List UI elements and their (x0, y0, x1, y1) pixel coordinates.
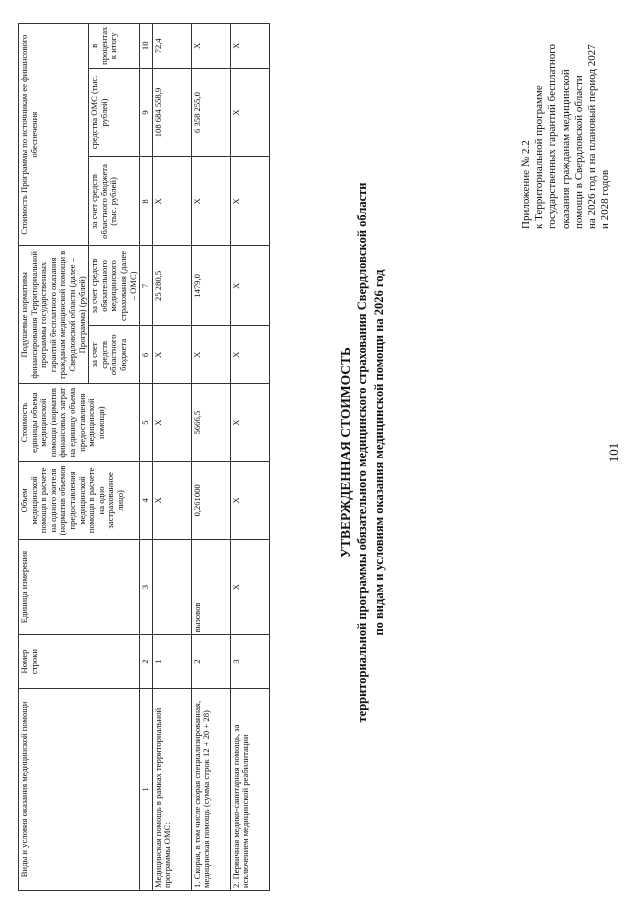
column-number: 7 (140, 246, 153, 326)
title-line-3: по видам и условиям оказания медицинской помощи на 2026 год (372, 269, 386, 636)
header-program-cost: Стоимость Программы по источникам ее финансового обеспечения (19, 24, 89, 246)
header-volume: Объем медицинской помощи в расчете на одного жителя (норматив объемов предоставления медицинской помощи в расчете на одно застрахованное лицо) (19, 462, 140, 540)
appendix-line: государственных гарантий бесплатного (546, 43, 559, 229)
appendix-line: оказания гражданам медицинской (559, 69, 572, 229)
header-cost-budget: за счет средств областного бюджета (тыс. рублей) (89, 157, 140, 246)
header-per-capita-oms: за счет средств обязательного медицинского страхования (далее – ОМС) (89, 246, 140, 326)
row-volume: X (230, 462, 269, 540)
row-percent: X (230, 24, 269, 69)
row-cost-oms: 6 358 255,0 (191, 68, 230, 157)
row-unit-cost: 5666,5 (191, 384, 230, 462)
row-cost-budget: X (152, 157, 191, 246)
row-per-capita-oms: 1479,0 (191, 246, 230, 326)
row-name: Медицинская помощь в рамках территориальной программы ОМС: (152, 688, 191, 890)
title-line-2: территориальной программы обязательного медицинского страхования Свердловской области (355, 182, 369, 723)
row-number: 3 (230, 635, 269, 688)
row-unit: X (230, 539, 269, 635)
appendix-line: на 2026 год и на плановый период 2027 (586, 44, 599, 229)
header-percent: в процентах к итогу (89, 24, 140, 69)
header-kind: Виды и условия оказания медицинской помощи (19, 688, 140, 890)
appendix-block (520, 19, 612, 229)
header-per-capita-budget: за счет средств областного бюджета (89, 326, 140, 384)
row-per-capita-budget: X (191, 326, 230, 384)
table-row (230, 24, 269, 891)
row-number: 2 (191, 635, 230, 688)
document-title (337, 0, 388, 905)
header-row-number: Номер строки (19, 635, 140, 688)
row-name: 2. Первичная медико-санитарная помощь, за исключением медицинской реабилитации (230, 688, 269, 890)
row-cost-oms: X (230, 68, 269, 157)
row-cost-budget: X (191, 157, 230, 246)
header-per-capita: Подушевые нормативы финансирования Территориальной программы государственных гарантий бесплатного оказания гражданам медицинской помощи в Свердловской области (далее – Программа) (рублей) (19, 246, 89, 384)
column-number: 5 (140, 384, 153, 462)
appendix-line: Приложение № 2.2 (520, 140, 532, 229)
cost-table (18, 23, 270, 891)
row-unit: вызовов (191, 539, 230, 635)
row-per-capita-oms: X (230, 246, 269, 326)
row-volume: X (152, 462, 191, 540)
row-per-capita-budget: X (230, 326, 269, 384)
row-unit (152, 539, 191, 635)
row-volume: 0,261000 (191, 462, 230, 540)
table-row (152, 24, 191, 891)
header-unit-cost: Стоимость единицы объема медицинской помощи (норматив финансовых затрат на единицу объема предоставления медицинской помощи) (19, 384, 140, 462)
page-number: 101 (606, 442, 621, 463)
appendix-line: помощи в Свердловской области (572, 75, 585, 229)
column-number: 10 (140, 24, 153, 69)
title-line-1: УТВЕРЖДЕННАЯ СТОИМОСТЬ (338, 347, 353, 558)
header-unit: Единица измерения (19, 539, 140, 635)
column-number: 2 (140, 635, 153, 688)
row-cost-oms: 108 684 558,9 (152, 68, 191, 157)
row-unit-cost: X (152, 384, 191, 462)
row-cost-budget: X (230, 157, 269, 246)
row-percent: X (191, 24, 230, 69)
row-unit-cost: X (230, 384, 269, 462)
row-number: 1 (152, 635, 191, 688)
header-cost-oms: средства ОМС (тыс. рублей) (89, 68, 140, 157)
column-number: 3 (140, 539, 153, 635)
row-name: 1. Скорая, в том числе скорая специализированная, медицинская помощь (сумма строк 12 + 20 + 28) (191, 688, 230, 890)
column-number: 1 (140, 688, 153, 890)
appendix-line: и 2028 годов (599, 169, 612, 229)
column-number: 8 (140, 157, 153, 246)
table-row (191, 24, 230, 891)
column-number: 4 (140, 462, 153, 540)
row-per-capita-budget: X (152, 326, 191, 384)
row-per-capita-oms: 25 280,5 (152, 246, 191, 326)
column-number: 9 (140, 68, 153, 157)
row-percent: 72,4 (152, 24, 191, 69)
appendix-line: к Территориальной программе (533, 85, 546, 229)
column-number: 6 (140, 326, 153, 384)
